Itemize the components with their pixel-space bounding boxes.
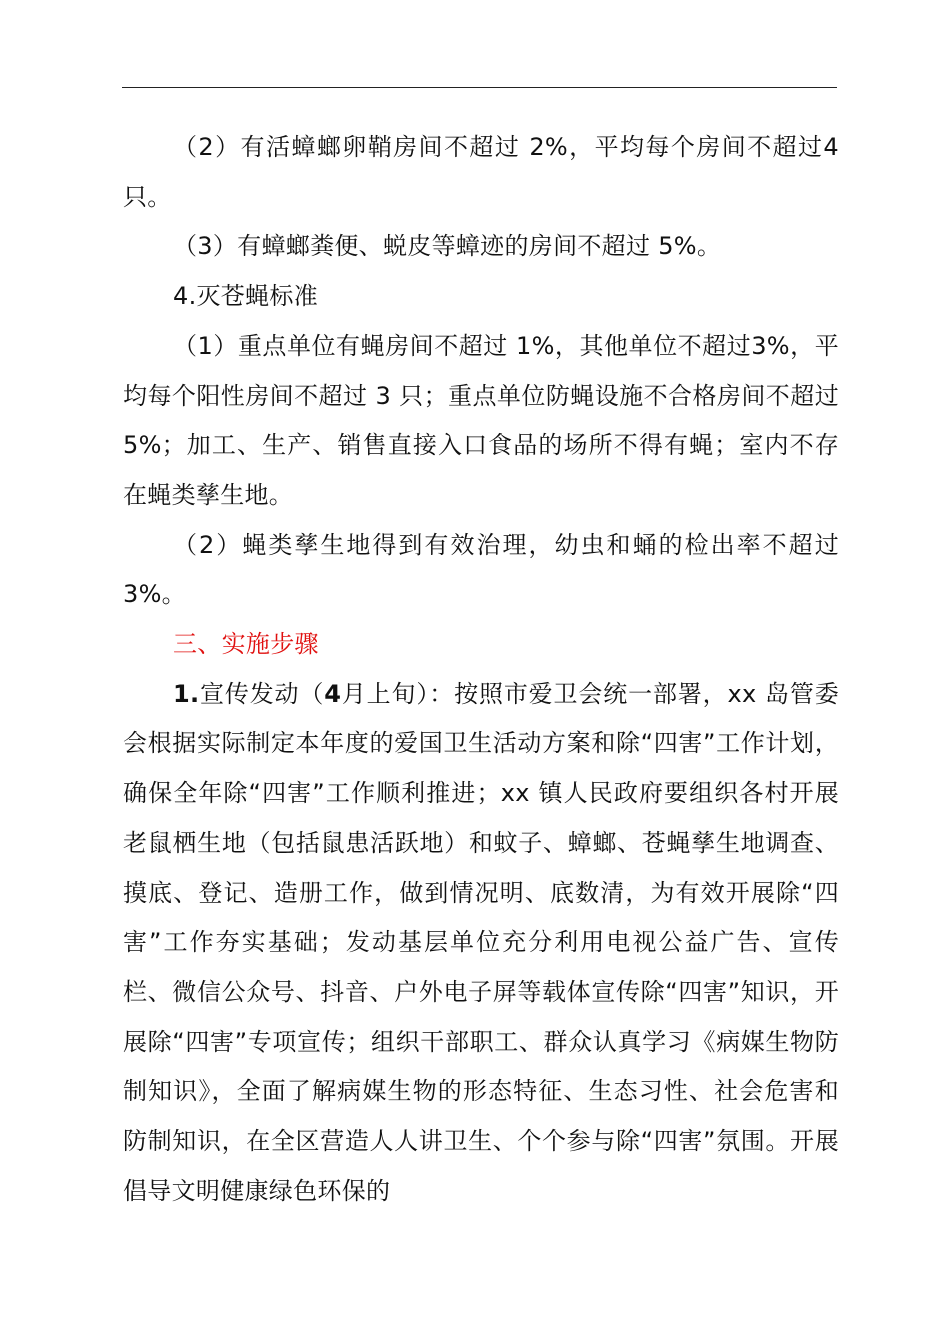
paragraph-cockroach-traces: （3）有蟑螂粪便、蜕皮等蟑迹的房间不超过 5%。 (173, 232, 722, 261)
paragraph-fly-rooms: （1）重点单位有蝇房间不超过 1%，其他单位不超过3%，平均每个阳性房间不超过 3 只；重点单位防蝇设施不合格房间不超过 5%；加工、生产、销售直接入口食品的场所不得有蝇；室内不存在蝇类孳生地。 (123, 331, 839, 509)
document-body (123, 123, 839, 1216)
header-rule (122, 87, 837, 88)
paragraph-fly-breeding: （2）蝇类孳生地得到有效治理，幼虫和蛹的检出率不超过3%。 (123, 530, 839, 609)
section-heading-implementation: 三、实施步骤 (173, 630, 319, 659)
step1-title-tail: 月上旬）： (341, 679, 455, 708)
step1-title: 宣传发动（ (199, 679, 325, 708)
subheading-fly-standard: 4.灭苍蝇标准 (173, 282, 318, 311)
step1-body: 按照市爱卫会统一部署，xx 岛管委会根据实际制定本年度的爱国卫生活动方案和除“四害”工作计划，确保全年除“四害”工作顺利推进；xx 镇人民政府要组织各村开展老鼠栖生地（包括鼠患活跃地）和蚊子、蟑螂、苍蝇孳生地调查、摸底、登记、造册工作，做到情况明、底数清，为有效开展除“四害”工作夯实基础；发动基层单位充分利用电视公益广告、宣传栏、微信公众号、抖音、户外电子屏等载体宣传除“四害”知识，开展除“四害”专项宣传；组织干部职工、群众认真学习《病媒生物防制知识》，全面了解病媒生物的形态特征、生态习性、社会危害和防制知识，在全区营造人人讲卫生、个个参与除“四害”氛围。开展倡导文明健康绿色环保的 (123, 679, 840, 1205)
step1-month: 4 (324, 679, 342, 708)
paragraph-step1-publicity (123, 670, 839, 1217)
step1-number: 1. (173, 679, 200, 708)
paragraph-cockroach-ootheca: （2）有活蟑螂卵鞘房间不超过 2%，平均每个房间不超过4只。 (123, 133, 839, 211)
